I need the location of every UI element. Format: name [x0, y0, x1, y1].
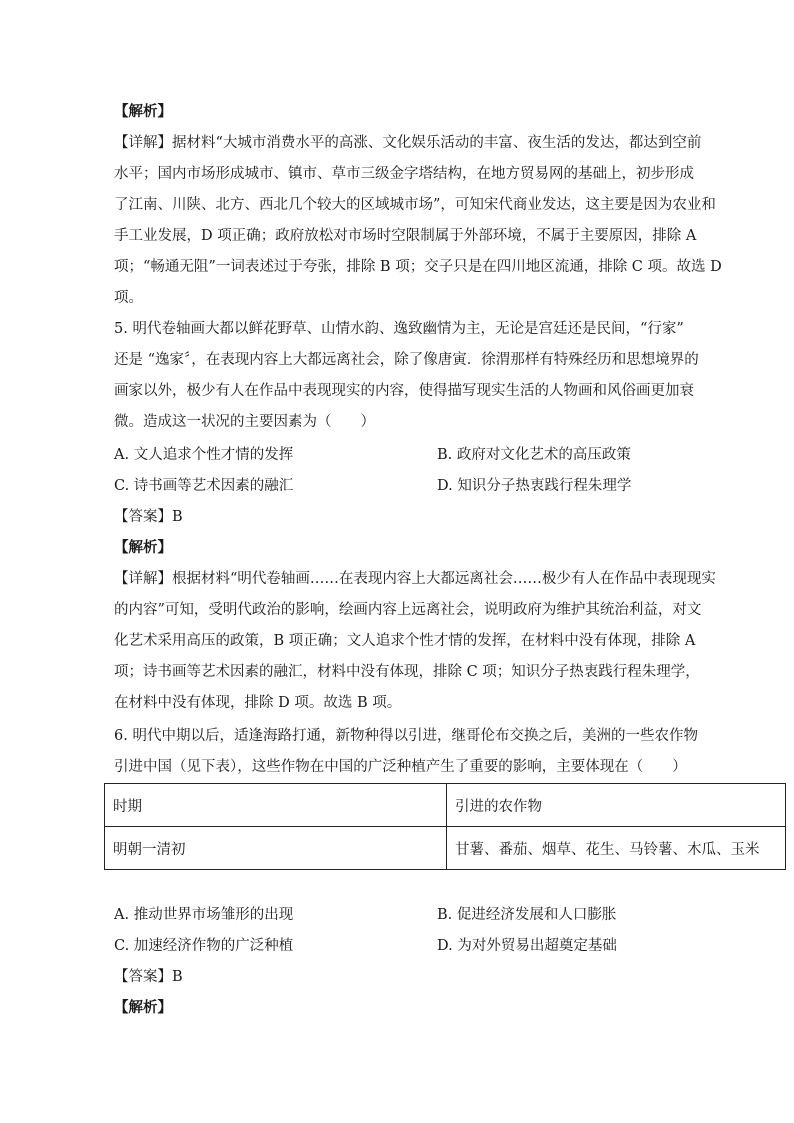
q5-detail-line-3: 化艺术采用高压的政策，B 项正确；文人追求个性才情的发挥，在材料中没有体现，排除 A [114, 633, 696, 649]
q6-option-d: D. 为对外贸易出超奠定基础 [437, 938, 617, 954]
q5-stem-line-1: 5. 明代卷轴画大都以鲜花野草、山情水韵、逸致幽情为主，无论是宫廷还是民间，“行家” [114, 321, 684, 337]
q6-stem-line-1: 6. 明代中期以后，适逢海路打通，新物种得以引进，继哥伦布交换之后，美洲的一些农作物 [114, 728, 698, 744]
q4-detail-line-3: 了江南、川陕、北方、西北几个较大的区域城市场”，可知宋代商业发达，这主要是因为农业和 [114, 197, 716, 213]
q4-detail-line-2: 水平；国内市场形成城市、镇市、草市三级金字塔结构，在地方贸易网的基础上，初步形成 [114, 166, 694, 182]
q5-detail-line-4: 项；诗书画等艺术因素的融汇，材料中没有体现，排除 C 项；知识分子热衷践行程朱理学， [114, 664, 700, 680]
q5-analysis-heading: 【解析】 [114, 539, 172, 556]
q5-stem-line-4: 微。造成这一状况的主要因素为（ ） [114, 414, 375, 430]
q4-detail-line-4: 手工业发展，D 项正确；政府放松对市场时空限制属于外部环境，不属于主要原因，排除 A [114, 228, 697, 244]
q6-answer: 【答案】B [114, 969, 183, 985]
table-header-period: 时期 [105, 784, 447, 827]
q5-detail-line-1: 【详解】根据材料“明代卷轴画……在表现内容上大都远离社会……极少有人在作品中表现现实 [114, 571, 716, 587]
table-row [105, 827, 786, 870]
q6-option-a: A. 推动世界市场雏形的出现 [114, 907, 294, 923]
q5-option-b: B. 政府对文化艺术的高压政策 [437, 447, 631, 463]
q5-answer: 【答案】B [114, 509, 183, 525]
crops-table [104, 783, 786, 870]
q5-option-a: A. 文人追求个性才情的发挥 [114, 447, 294, 463]
q5-detail-line-2: 的内容”可知，受明代政治的影响，绘画内容上远离社会，说明政府为维护其统治利益，对文 [114, 602, 702, 618]
table-header-row [105, 784, 786, 827]
q4-detail-line-6: 项。 [114, 290, 143, 306]
q6-stem-line-2: 引进中国（见下表），这些作物在中国的广泛种植产生了重要的影响，主要体现在（ ） [114, 759, 687, 775]
q4-analysis-heading: 【解析】 [114, 103, 172, 120]
q5-detail-line-5: 在材料中没有体现，排除 D 项。故选 B 项。 [114, 695, 402, 711]
q5-stem-line-3: 画家以外，极少有人在作品中表现现实的内容，使得描写现实生活的人物画和风俗画更加衰 [114, 383, 694, 399]
q4-detail-line-5: 项；“畅通无阻”一词表述过于夸张，排除 B 项；交子只是在四川地区流通，排除 C 项。故选 D [114, 259, 722, 275]
table-cell-period: 明朝一清初 [105, 827, 447, 870]
q5-stem-line-2: 还是 “逸家〞，在表现内容上大都远离社会，除了像唐寅．徐渭那样有特殊经历和思想境界的 [114, 352, 699, 368]
q6-option-c: C. 加速经济作物的广泛种植 [114, 938, 294, 954]
table-header-crops: 引进的农作物 [447, 784, 786, 827]
q5-option-d: D. 知识分子热衷践行程朱理学 [437, 478, 632, 494]
q5-option-c: C. 诗书画等艺术因素的融汇 [114, 478, 294, 494]
q6-option-b: B. 促进经济发展和人口膨胀 [437, 907, 617, 923]
q6-analysis-heading: 【解析】 [114, 999, 172, 1016]
table-cell-crops: 甘薯、番茄、烟草、花生、马铃薯、木瓜、玉米 [447, 827, 786, 870]
q4-detail-line-1: 【详解】据材料“大城市消费水平的高涨、文化娱乐活动的丰富、夜生活的发达，都达到空前 [114, 135, 702, 151]
